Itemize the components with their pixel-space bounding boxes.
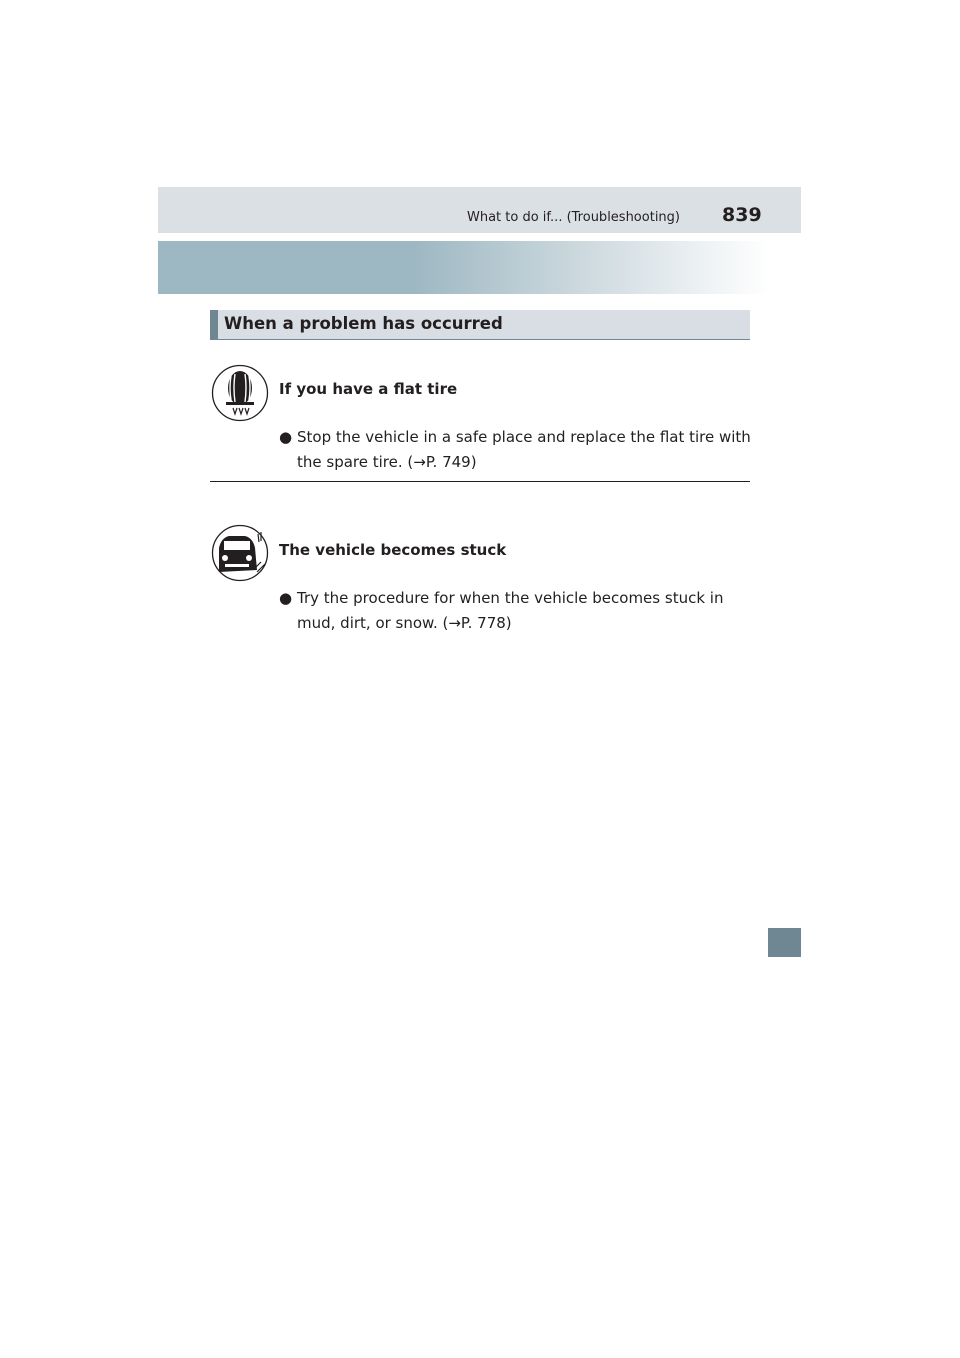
- stuck-vehicle-icon: [211, 524, 269, 582]
- chapter-banner: [158, 241, 770, 294]
- page-number: 839: [722, 204, 762, 226]
- flat-tire-icon: [211, 364, 269, 422]
- running-header-title: What to do if... (Troubleshooting): [467, 210, 680, 225]
- chapter-side-tab: [768, 928, 801, 957]
- section-heading-accent-bar: [210, 310, 218, 339]
- item-text-vehicle-stuck: Try the procedure for when the vehicle becomes stuck in mud, dirt, or snow. (→P. 778): [297, 589, 724, 632]
- section-heading: [210, 310, 750, 340]
- item-text-flat-tire: Stop the vehicle in a safe place and replace the flat tire with the spare tire. (→P. 749): [297, 428, 751, 471]
- item-divider: [210, 481, 750, 482]
- bullet-marker: ●: [279, 589, 293, 607]
- item-title-vehicle-stuck: The vehicle becomes stuck: [279, 541, 507, 559]
- bullet-marker: ●: [279, 428, 293, 446]
- item-title-flat-tire: If you have a flat tire: [279, 380, 458, 398]
- section-heading-text: When a problem has occurred: [224, 314, 503, 333]
